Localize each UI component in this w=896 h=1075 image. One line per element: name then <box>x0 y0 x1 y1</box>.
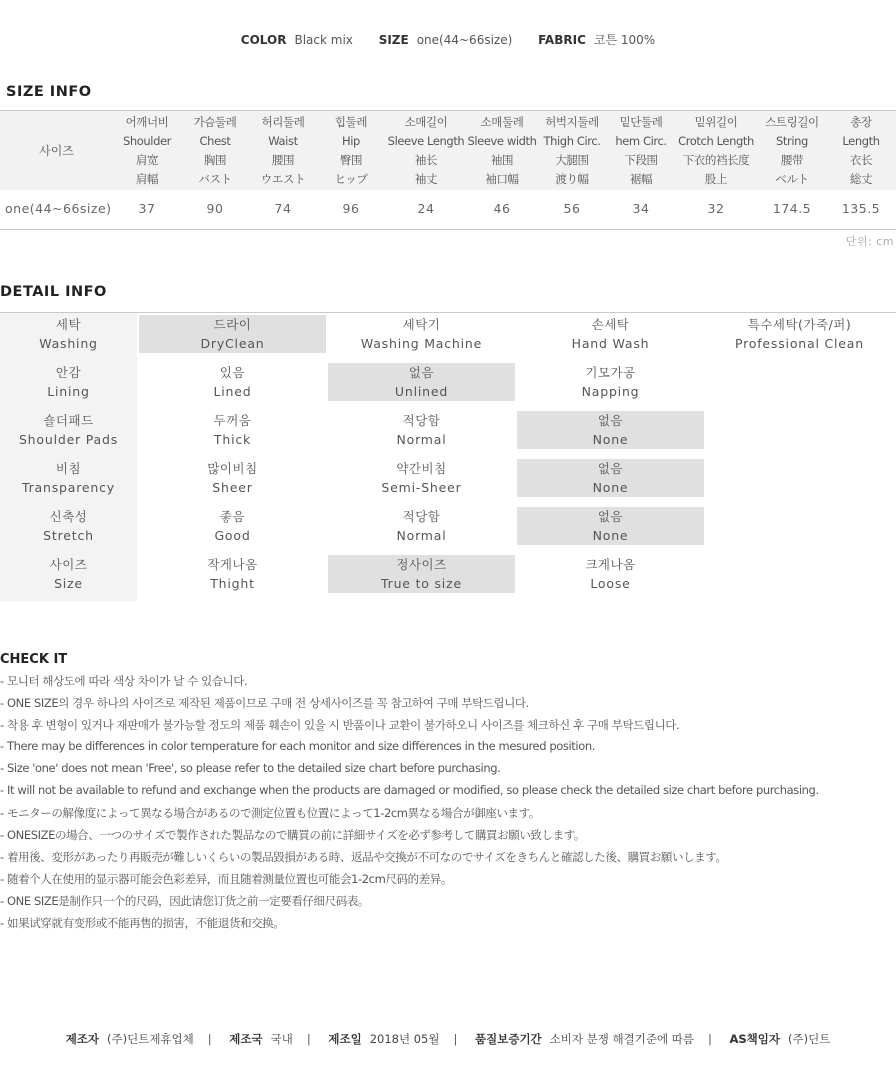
spec-size-key: SIZE <box>378 33 409 47</box>
size-column-header <box>462 113 542 189</box>
size-value-cell: 56 <box>563 201 581 216</box>
footer-country-value: 국내 <box>270 1032 293 1046</box>
detail-option <box>139 555 326 593</box>
detail-option <box>517 315 704 353</box>
size-value-cell: 24 <box>417 201 435 216</box>
footer-as-value: (주)딘트 <box>788 1032 831 1046</box>
detail-row-label-en: Lining <box>47 384 90 399</box>
detail-option-ko: 특수세탁(가죽/퍼) <box>747 317 852 332</box>
size-column-header-line: Sleeve width <box>467 134 537 148</box>
size-column-header-line: 가슴둘레 <box>193 115 237 129</box>
size-column-header-line: 袖口幅 <box>485 172 519 186</box>
detail-row-label <box>0 459 137 497</box>
spec-color-key: COLOR <box>240 33 287 47</box>
detail-option <box>328 507 515 545</box>
size-column-header-line: Sleeve Length <box>387 134 465 148</box>
detail-option <box>517 555 704 593</box>
detail-option-en: None <box>592 480 629 495</box>
size-column-header <box>386 113 466 189</box>
detail-option-ko: 많이비침 <box>207 461 258 476</box>
check-it-note: - It will not be available to refund and exchange when the products are damaged or modified, so please check the detailed size chart before purchasing. <box>0 783 819 797</box>
detail-row-label-en: Transparency <box>22 480 115 495</box>
size-column-header-line: 허리둘레 <box>261 115 305 129</box>
detail-option-en: Napping <box>581 384 640 399</box>
size-column-header-line: 腰围 <box>271 153 295 167</box>
size-column-header-line: 밑위길이 <box>694 115 738 129</box>
detail-row-label <box>0 315 137 353</box>
detail-row-label-ko: 사이즈 <box>49 557 88 572</box>
size-column-header-line: 渡り幅 <box>555 172 589 186</box>
detail-row-label-en: Washing <box>39 336 98 351</box>
footer-date-value: 2018년 05월 <box>369 1032 440 1046</box>
check-it-note: - 착용 후 변형이 있거나 재판매가 불가능할 정도의 제품 훼손이 있을 시 반품이나 교환이 불가하오니 사이즈를 체크하신 후 구매 부탁드립니다. <box>0 718 680 732</box>
size-column-header <box>532 113 612 189</box>
detail-option-en: Good <box>214 528 251 543</box>
product-spec-line <box>0 31 896 48</box>
size-column-header <box>752 113 832 189</box>
detail-option-en: True to size <box>381 576 462 591</box>
detail-row-label-en: Stretch <box>43 528 94 543</box>
detail-option <box>706 315 893 353</box>
size-column-header <box>601 113 681 189</box>
detail-row-label-en: Shoulder Pads <box>18 432 119 447</box>
detail-row-label-ko: 신축성 <box>49 509 88 524</box>
footer-date-key: 제조일 <box>328 1032 362 1046</box>
detail-row-label <box>0 363 137 401</box>
detail-option-selected <box>139 315 326 353</box>
footer-maker-value: (주)딘트제휴업체 <box>107 1032 194 1046</box>
detail-option-ko: 없음 <box>597 413 624 428</box>
detail-option-ko: 기모가공 <box>585 365 636 380</box>
size-value-cell: 34 <box>632 201 650 216</box>
detail-option <box>139 507 326 545</box>
detail-option-ko: 없음 <box>408 365 435 380</box>
detail-option-ko: 있음 <box>219 365 246 380</box>
size-table-label: 사이즈 <box>39 144 74 158</box>
size-column-header-line: 大腿围 <box>555 153 589 167</box>
detail-option-ko: 약간비침 <box>396 461 447 476</box>
detail-option <box>328 459 515 497</box>
size-column-header-line: 허벅지둘레 <box>545 115 599 129</box>
spec-fabric-value: 코튼 100% <box>593 33 656 47</box>
detail-option-en: Hand Wash <box>571 336 650 351</box>
size-value-cell: 37 <box>138 201 156 216</box>
detail-option-ko: 없음 <box>597 509 624 524</box>
size-column-header-line: Waist <box>268 134 298 148</box>
detail-option-ko: 크게나옴 <box>585 557 636 572</box>
check-it-note: - 如果试穿就有变形或不能再售的损害，不能退货和交换。 <box>0 916 285 930</box>
size-column-header-line: 下衣的裆长度 <box>682 153 750 167</box>
detail-option-en: None <box>592 528 629 543</box>
size-info-title: SIZE INFO <box>6 84 92 100</box>
detail-option-ko: 적당함 <box>402 413 441 428</box>
detail-option-en: Thight <box>210 576 255 591</box>
detail-option-en: Washing Machine <box>360 336 483 351</box>
footer-as-key: AS책임자 <box>729 1032 780 1046</box>
check-it-note: - ONE SIZE是制作只一个的尺码，因此请您订货之前一定要看仔细尺码表。 <box>0 894 370 908</box>
detail-option-en: Normal <box>396 528 447 543</box>
size-value-cell: 135.5 <box>841 201 881 216</box>
size-column-header-line: ベルト <box>775 172 809 186</box>
detail-row-label <box>0 411 137 449</box>
size-column-header-line: 胸围 <box>203 153 227 167</box>
size-column-header-line: Length <box>842 134 880 148</box>
spec-fabric-key: FABRIC <box>538 33 586 47</box>
size-column-header-line: 袖丈 <box>414 172 438 186</box>
size-column-header-line: 소매둘레 <box>480 115 524 129</box>
size-column-header-line: 肩宽 <box>135 153 159 167</box>
check-it-note: - モニターの解像度によって異なる場合があるので測定位置も位置によって1-2cm異なる場合が御座います。 <box>0 806 540 820</box>
size-table-divider <box>0 229 896 230</box>
size-column-header-line: 袖围 <box>490 153 514 167</box>
detail-option-en: Sheer <box>212 480 253 495</box>
size-column-header-line: Shoulder <box>122 134 171 148</box>
size-column-header-line: Crotch Length <box>678 134 754 148</box>
detail-option-en: Loose <box>590 576 631 591</box>
spec-color-value: Black mix <box>294 33 353 47</box>
size-column-header-line: 総丈 <box>849 172 873 186</box>
footer-maker-key: 제조자 <box>65 1032 100 1046</box>
check-it-note: - 모니터 해상도에 따라 색상 차이가 날 수 있습니다. <box>0 674 248 688</box>
size-column-header-line: 스트링길이 <box>765 115 819 129</box>
detail-option-en: DryClean <box>200 336 265 351</box>
spec-size-value: one(44~66size) <box>416 33 513 47</box>
size-column-header-line: バスト <box>198 172 232 186</box>
detail-option-ko: 좋음 <box>219 509 246 524</box>
detail-option-en: Semi-Sheer <box>381 480 462 495</box>
size-column-header-line: Hip <box>342 134 360 148</box>
detail-row-label-en: Size <box>54 576 83 591</box>
size-value-cell: 46 <box>493 201 511 216</box>
size-column-header-line: 소매길이 <box>404 115 448 129</box>
detail-row-label <box>0 555 137 593</box>
detail-option-en: Thick <box>213 432 252 447</box>
size-column-header-line: 裾幅 <box>629 172 653 186</box>
detail-option <box>139 411 326 449</box>
size-value-cell: 96 <box>342 201 360 216</box>
size-value-cell: 74 <box>274 201 292 216</box>
detail-option-ko: 손세탁 <box>591 317 630 332</box>
detail-option <box>328 411 515 449</box>
size-column-header-line: ウエスト <box>260 172 306 186</box>
size-column-header <box>311 113 391 189</box>
size-column-header-line: 어깨너비 <box>125 115 169 129</box>
detail-option <box>139 363 326 401</box>
size-row-label: one(44~66size) <box>5 201 112 216</box>
size-value-cell: 90 <box>206 201 224 216</box>
detail-option-selected <box>517 507 704 545</box>
size-column-header-line: 총장 <box>850 115 872 129</box>
unit-note: 단위: cm <box>845 235 894 248</box>
detail-option <box>139 459 326 497</box>
check-it-note: - ONESIZEの場合、一つのサイズで製作された製品なので購買の前に詳細サイズを必ず参考して購買お願い致します。 <box>0 828 585 842</box>
size-column-header-line: Chest <box>199 134 231 148</box>
size-column-header-line: 밑단둘레 <box>619 115 663 129</box>
detail-option-en: Normal <box>396 432 447 447</box>
size-column-header-line: 衣长 <box>849 153 873 167</box>
size-column-header-line: 肩幅 <box>135 172 159 186</box>
size-column-header-line: 腰带 <box>780 153 804 167</box>
footer-warranty-key: 품질보증기간 <box>475 1032 542 1046</box>
detail-row-label-ko: 세탁 <box>55 317 82 332</box>
detail-option-ko: 없음 <box>597 461 624 476</box>
detail-option <box>328 315 515 353</box>
detail-option-en: Lined <box>213 384 252 399</box>
footer-country-key: 제조국 <box>229 1032 263 1046</box>
size-column-header-line: 臀围 <box>339 153 363 167</box>
detail-row-label <box>0 507 137 545</box>
detail-option-ko: 드라이 <box>213 317 252 332</box>
check-it-note: - There may be differences in color temperature for each monitor and size differences in the mesured position. <box>0 739 595 753</box>
detail-option-selected <box>328 555 515 593</box>
detail-option <box>517 363 704 401</box>
manufacturer-footer: 제조자 (주)딘트제휴업체 | 제조국 국내 | 제조일 2018년 05월 | 품질보증기간 소비자 분쟁 해결기준에 따름 | AS책임자 (주)딘트 <box>65 1032 831 1046</box>
check-it-note: - 随着个人在使用的显示器可能会色彩差异，而且随着测量位置也可能会1-2cm尺码的差异。 <box>0 872 453 886</box>
footer-warranty-value: 소비자 분쟁 해결기준에 따름 <box>549 1032 694 1046</box>
check-it-note: - Size 'one' does not mean 'Free', so please refer to the detailed size chart before purchasing. <box>0 761 501 775</box>
detail-option-en: Professional Clean <box>735 336 864 351</box>
detail-row-label-ko: 숄더패드 <box>43 413 94 428</box>
detail-option-ko: 세탁기 <box>402 317 441 332</box>
detail-row-label-ko: 안감 <box>55 365 82 380</box>
size-column-header-line: 股上 <box>704 172 728 186</box>
detail-option-selected <box>517 411 704 449</box>
size-column-header-line: hem Circ. <box>615 134 667 148</box>
detail-option-ko: 정사이즈 <box>396 557 447 572</box>
size-column-header-line: 下段围 <box>624 153 658 167</box>
check-it-note: - 着用後、変形があったり再販売が難しいくらいの製品毀損がある時、返品や交換が不可なのでサイズをきちんと確認した後、購買お願いします。 <box>0 850 727 864</box>
detail-row-label-ko: 비침 <box>55 461 82 476</box>
size-column-header-line: Thigh Circ. <box>543 134 601 148</box>
check-it-title: CHECK IT <box>0 652 68 667</box>
detail-option-ko: 두꺼움 <box>213 413 252 428</box>
size-column-header-line: 힙둘레 <box>334 115 368 129</box>
size-value-cell: 174.5 <box>772 201 812 216</box>
check-it-note: - ONE SIZE의 경우 하나의 사이즈로 제작된 제품이므로 구매 전 상세사이즈를 꼭 참고하여 구매 부탁드립니다. <box>0 696 529 710</box>
detail-option-selected <box>328 363 515 401</box>
detail-option-ko: 작게나옴 <box>207 557 258 572</box>
detail-info-title: DETAIL INFO <box>0 284 107 300</box>
size-value-cell: 32 <box>707 201 725 216</box>
detail-option-ko: 적당함 <box>402 509 441 524</box>
detail-option-selected <box>517 459 704 497</box>
size-column-header-line: ヒップ <box>334 172 368 186</box>
size-column-header <box>676 113 756 189</box>
detail-option-en: Unlined <box>394 384 449 399</box>
detail-option-en: None <box>592 432 629 447</box>
size-column-header-line: 袖长 <box>414 153 438 167</box>
size-column-header <box>821 113 896 189</box>
size-column-header-line: String <box>776 134 808 148</box>
